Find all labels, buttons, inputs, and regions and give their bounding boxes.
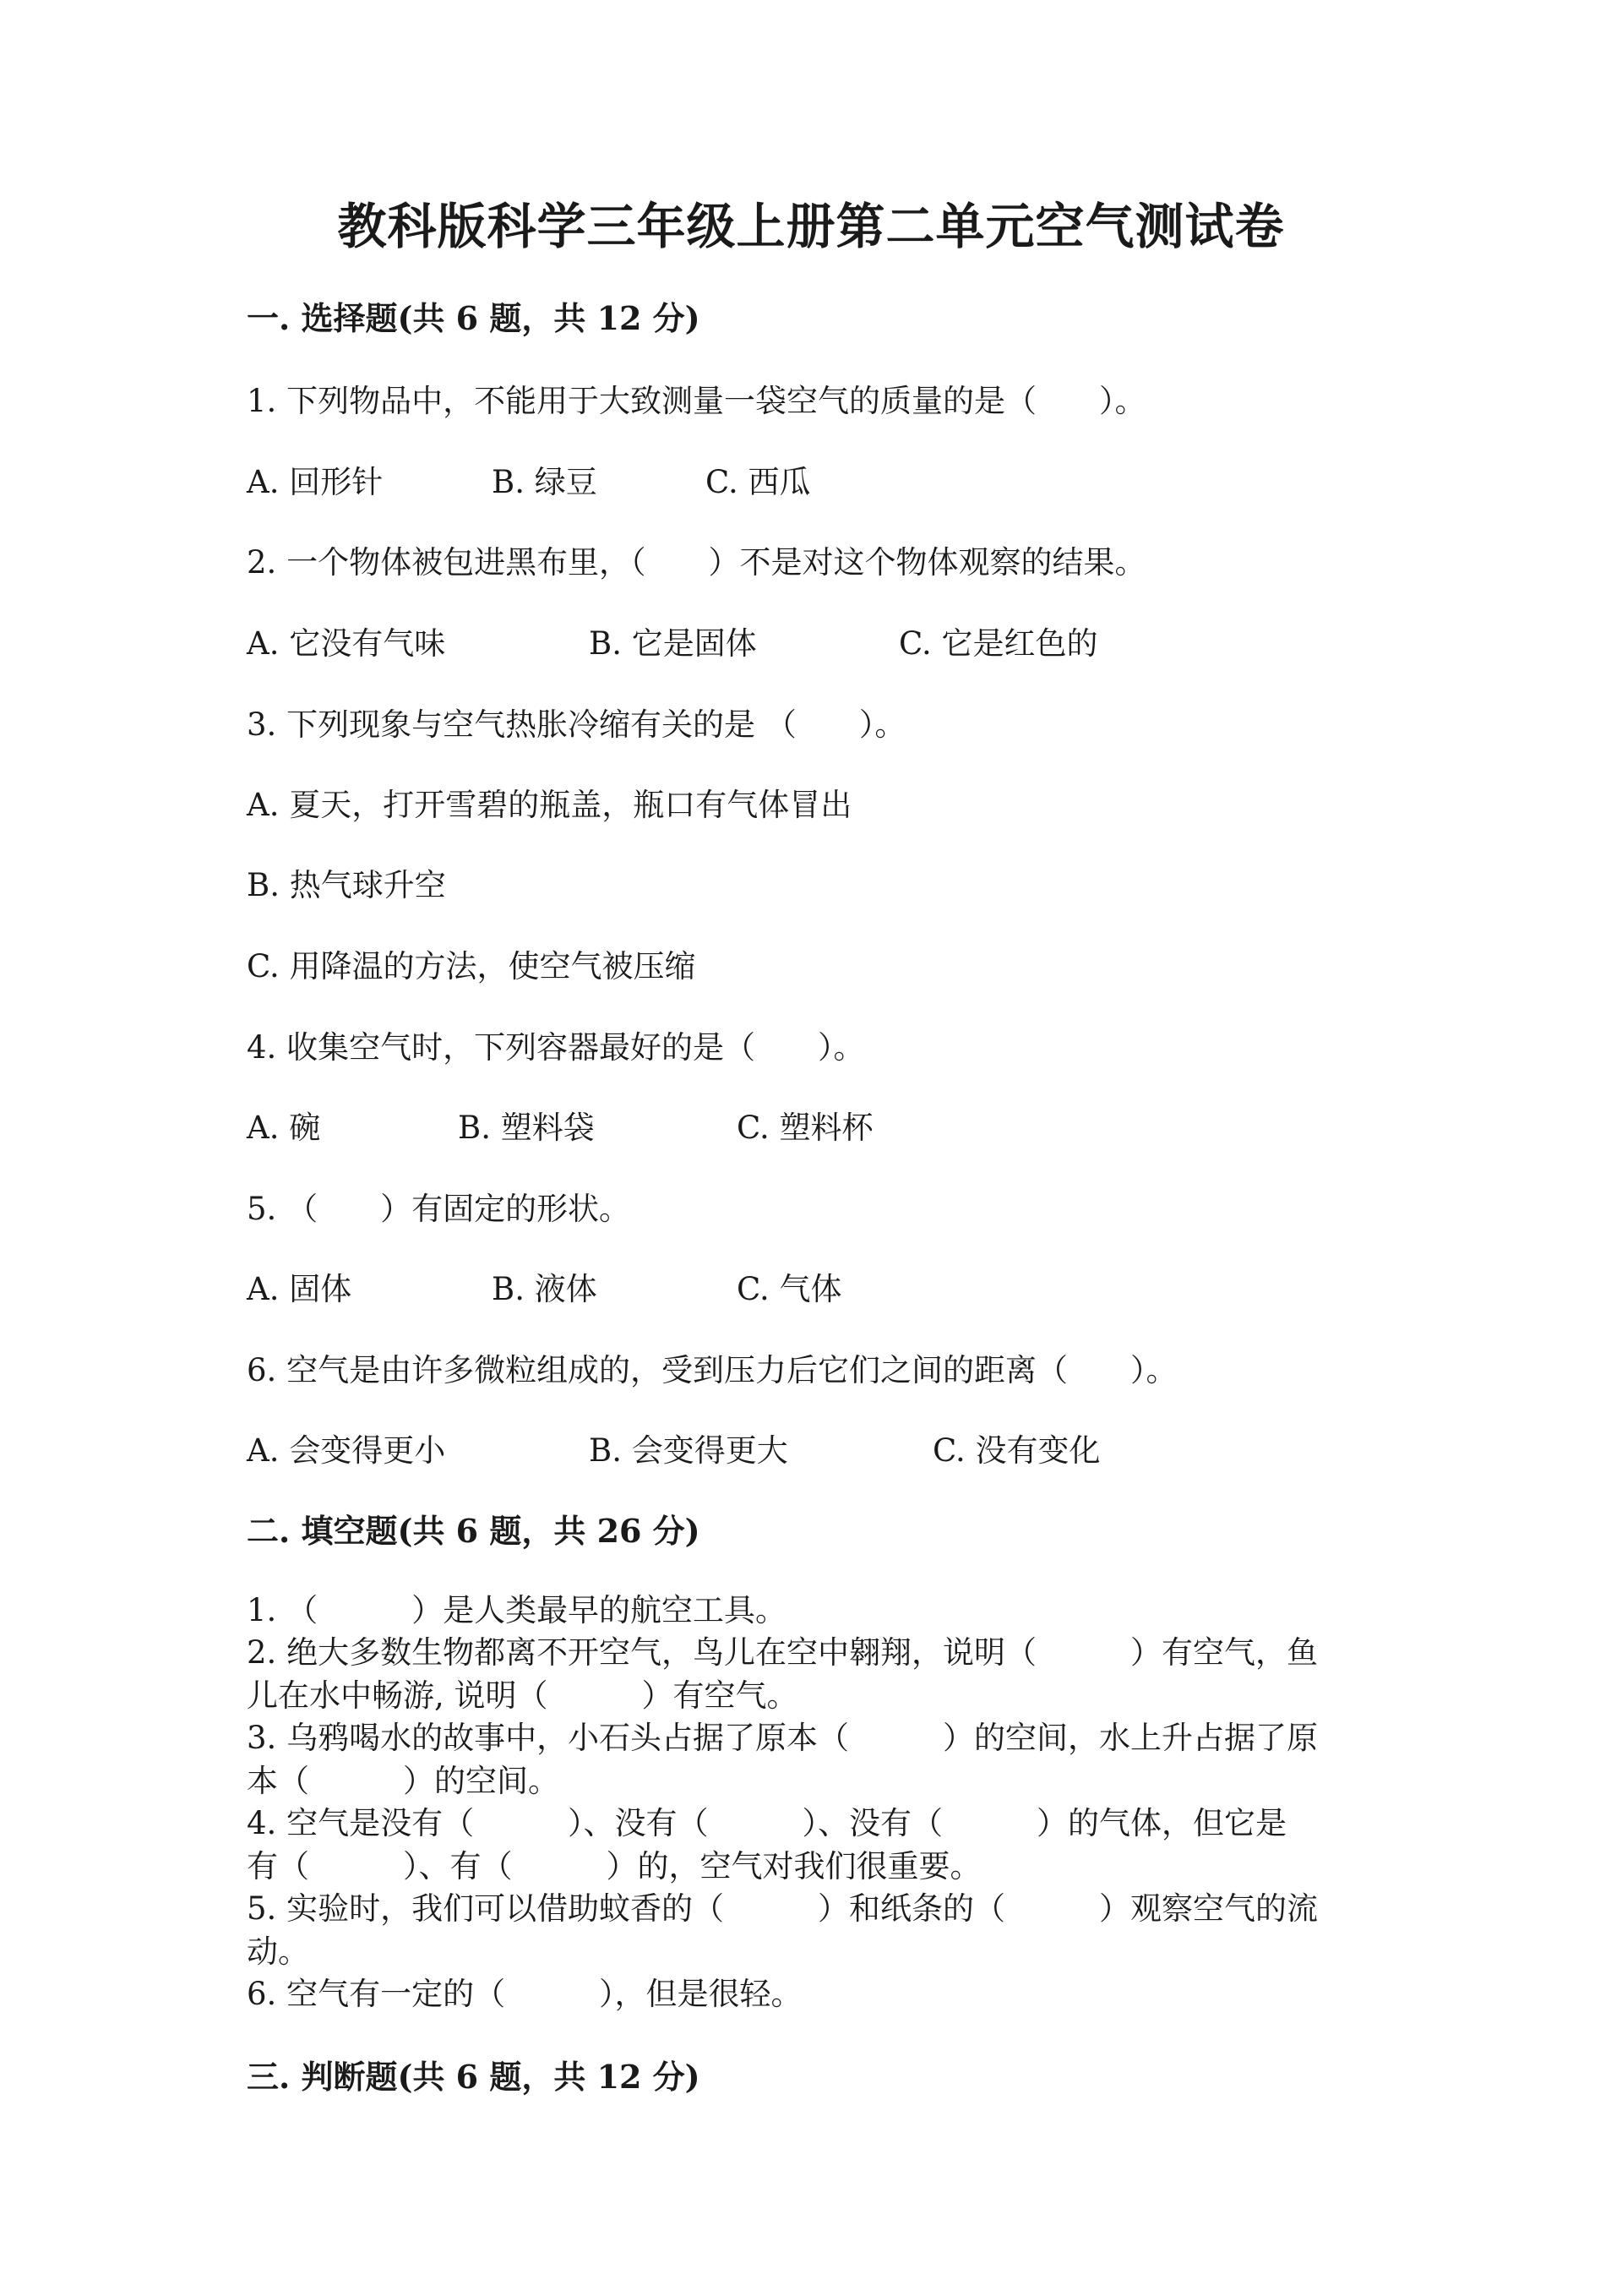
fill-question-5 xyxy=(247,1887,1370,1973)
option-c: C. 西瓜 xyxy=(705,464,811,500)
fill-question-1 xyxy=(247,1589,1370,1632)
option-c: C. 塑料杯 xyxy=(737,1110,874,1146)
fill-line: 6. 空气有一定的（ ），但是很轻。 xyxy=(247,1976,803,2012)
option-a: A. 会变得更小 xyxy=(247,1432,446,1469)
section-heading-judge: 三. 判断题(共 6 题，共 12 分) xyxy=(247,2058,700,2096)
choice-question-1: 1. 下列物品中，不能用于大致测量一袋空气的质量的是（ ）。 xyxy=(247,383,1146,419)
fill-question-3 xyxy=(247,1716,1370,1802)
fill-line: 有（ ）、有（ ）的，空气对我们很重要。 xyxy=(247,1848,982,1884)
fill-line: 3. 乌鸦喝水的故事中，小石头占据了原本（ ）的空间，水上升占据了原 xyxy=(247,1720,1319,1756)
option-a: A. 碗 xyxy=(247,1110,321,1146)
choice-question-5: 5. （ ）有固定的形状。 xyxy=(247,1191,631,1227)
choice-option-3b: B. 热气球升空 xyxy=(247,867,446,903)
fill-line: 5. 实验时，我们可以借助蚊香的（ ）和纸条的（ ）观察空气的流 xyxy=(247,1890,1319,1927)
fill-line: 本（ ）的空间。 xyxy=(247,1763,559,1799)
option-a: A. 它没有气味 xyxy=(247,625,446,662)
page-title: 教科版科学三年级上册第二单元空气测试卷 xyxy=(337,198,1285,255)
option-c: C. 气体 xyxy=(737,1271,842,1307)
choice-options-6 xyxy=(247,1427,1429,1475)
choice-option-3c: C. 用降温的方法，使空气被压缩 xyxy=(247,948,696,984)
option-b: B. 绿豆 xyxy=(492,464,597,500)
choice-question-4: 4. 收集空气时，下列容器最好的是（ ）。 xyxy=(247,1029,865,1066)
choice-question-3: 3. 下列现象与空气热胀冷缩有关的是 （ ）。 xyxy=(247,706,906,743)
option-b: B. 它是固体 xyxy=(589,625,757,662)
option-c: C. 没有变化 xyxy=(933,1432,1101,1469)
option-a: A. 固体 xyxy=(247,1271,352,1307)
fill-line: 动。 xyxy=(247,1933,309,1970)
fill-line: 2. 绝大多数生物都离不开空气，鸟儿在空中翱翔，说明（ ）有空气，鱼 xyxy=(247,1634,1319,1671)
option-b: B. 塑料袋 xyxy=(458,1110,595,1146)
fill-line: 4. 空气是没有（ ）、没有（ ）、没有（ ）的气体，但它是 xyxy=(247,1805,1287,1841)
choice-options-1 xyxy=(247,459,1429,506)
choice-question-2: 2. 一个物体被包进黑布里，（ ）不是对这个物体观察的结果。 xyxy=(247,544,1146,581)
choice-option-3a: A. 夏天，打开雪碧的瓶盖，瓶口有气体冒出 xyxy=(247,787,852,823)
choice-options-2 xyxy=(247,620,1429,668)
fill-question-2 xyxy=(247,1631,1370,1717)
fill-question-4 xyxy=(247,1802,1370,1888)
choice-question-6: 6. 空气是由许多微粒组成的，受到压力后它们之间的距离（ ）。 xyxy=(247,1352,1178,1388)
option-a: A. 回形针 xyxy=(247,464,384,500)
section-heading-choice: 一. 选择题(共 6 题，共 12 分) xyxy=(247,299,700,337)
fill-line: 1. （ ）是人类最早的航空工具。 xyxy=(247,1592,787,1628)
option-b: B. 会变得更大 xyxy=(589,1432,788,1469)
fill-line: 儿在水中畅游, 说明（ ）有空气。 xyxy=(247,1677,798,1714)
fill-question-6 xyxy=(247,1972,1370,2015)
choice-options-5 xyxy=(247,1266,1429,1313)
choice-options-4 xyxy=(247,1104,1429,1152)
option-c: C. 它是红色的 xyxy=(899,625,1098,662)
option-b: B. 液体 xyxy=(492,1271,597,1307)
section-heading-fill: 二. 填空题(共 6 题，共 26 分) xyxy=(247,1512,700,1550)
